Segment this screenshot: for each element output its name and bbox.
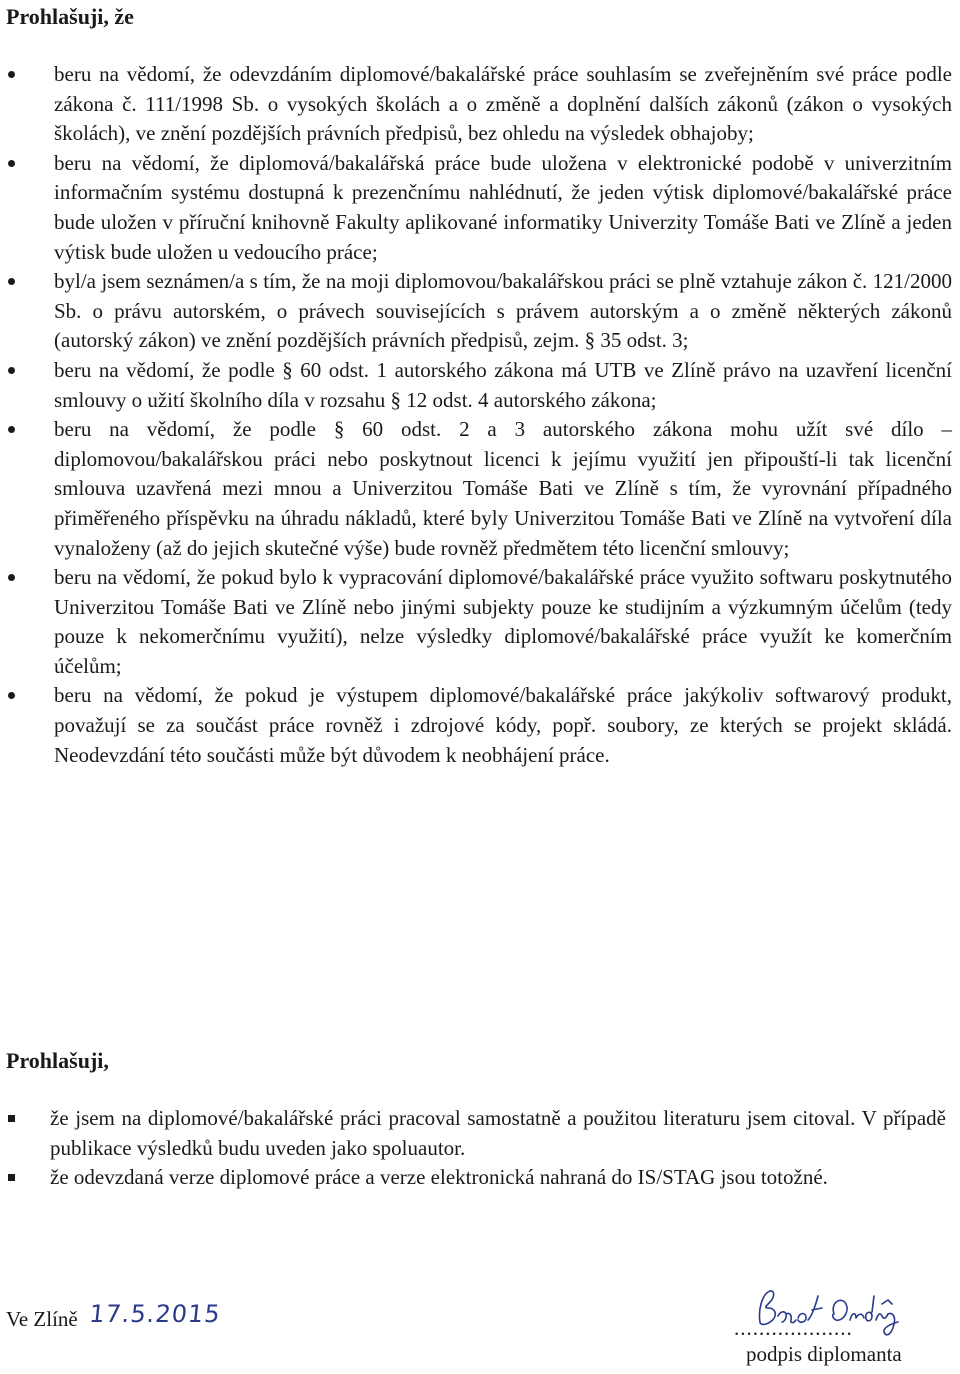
signature-caption: podpis diplomanta <box>746 1342 902 1366</box>
section-heading-statement: Prohlašuji, <box>6 1048 109 1073</box>
statement-list <box>0 1104 960 1193</box>
bullet-dot-icon <box>8 692 15 699</box>
list-item <box>0 267 960 356</box>
bullet-dot-icon <box>8 160 15 167</box>
place-and-date <box>6 1300 223 1333</box>
list-item-text: beru na vědomí, že podle § 60 odst. 1 autorského zákona má UTB ve Zlíně právo na uzavření licenční smlouvy o užití školního díla v rozsahu § 12 odst. 4 autorského zákona; <box>54 357 952 412</box>
bullet-square-icon <box>8 1174 15 1181</box>
list-item <box>0 1163 960 1193</box>
list-item-text: že jsem na diplomové/bakalářské práci pracoval samostatně a použitou literaturu jsem citoval. V případě publikace výsledků budu uveden jako spoluautor. <box>50 1106 946 1160</box>
bullet-dot-icon <box>8 574 15 581</box>
bullet-dot-icon <box>8 71 15 78</box>
declaration-list <box>0 60 960 770</box>
list-item <box>0 60 960 149</box>
bullet-square-icon <box>8 1115 15 1122</box>
list-item <box>0 681 960 770</box>
list-item <box>0 415 960 563</box>
list-item-text: že odevzdaná verze diplomové práce a verze elektronická nahraná do IS/STAG jsou totožné. <box>50 1165 828 1190</box>
list-item-text: beru na vědomí, že pokud je výstupem diplomové/bakalářské práce jakýkoliv softwarový produkt, považují se za součást práce rovněž i zdrojové kódy, popř. soubory, ze kterých se projekt skládá. Neodevzdání této součásti může být důvodem k neobhájení práce. <box>54 683 952 767</box>
bullet-dot-icon <box>8 426 15 433</box>
list-item <box>0 563 960 681</box>
list-item-text: beru na vědomí, že pokud bylo k vypracování diplomové/bakalářské práce využito softwaru poskytnutého Univerzitou Tomáše Bati ve Zlíně nebo jinými subjekty pouze ke studijním a výzkumným účelům (tedy pouze k nekomerčnímu využití), nelze výsledky diplomové/bakalářské práce využít ke komerčním účelům; <box>54 565 952 678</box>
list-item-text: beru na vědomí, že diplomová/bakalářská práce bude uložena v elektronické podobě v univerzitním informačním systému dostupná k prezenčnímu nahlédnutí, že jeden výtisk diplomové/bakalářské práce bude uložen v příruční knihovně Fakulty aplikované informatiky Univerzity Tomáše Bati ve Zlíně a jeden výtisk bude uložen u vedoucího práce; <box>54 150 952 264</box>
signature-line: ................... <box>734 1316 853 1340</box>
list-item-text: byl/a jsem seznámen/a s tím, že na moji diplomovou/bakalářskou práci se plně vztahuje zákon č. 121/2000 Sb. o právu autorském, o právech souvisejících s právem autorským a o změně některých zákonů (autorský zákon) ve znění pozdějších právních předpisů, zejm. § 35 odst. 3; <box>54 269 952 353</box>
place-label: Ve Zlíně <box>6 1307 78 1331</box>
signature-block <box>730 1282 950 1372</box>
section-heading-declaration: Prohlašuji, že <box>6 4 134 29</box>
bullet-dot-icon <box>8 367 15 374</box>
list-item <box>0 149 960 267</box>
bullet-dot-icon <box>8 278 15 285</box>
list-item <box>0 356 960 415</box>
list-item-text: beru na vědomí, že odevzdáním diplomové/bakalářské práce souhlasím se zveřejněním své práce podle zákona č. 111/1998 Sb. o vysokých školách a o změně a doplnění dalších zákonů (zákon o vysokých školách), ve znění pozdějších právních předpisů, bez ohledu na výsledek obhajoby; <box>54 62 952 146</box>
list-item <box>0 1104 960 1163</box>
list-item-text: beru na vědomí, že podle § 60 odst. 2 a 3 autorského zákona mohu užít své dílo – diplomovou/bakalářskou práci nebo poskytnout licenci k jejímu využití jen připouští-li tak licenční smlouva uzavřená mezi mnou a Univerzitou Tomáše Bati ve Zlíně s tím, že vyrovnání případného přiměřeného příspěvku na úhradu nákladů, které byly Univerzitou Tomáše Bati ve Zlíně na vytvoření díla vynaloženy (až do jejich skutečné výše) bude rovněž předmětem této licenční smlouvy; <box>54 417 952 560</box>
handwritten-date: 17.5.2015 <box>87 1300 223 1328</box>
